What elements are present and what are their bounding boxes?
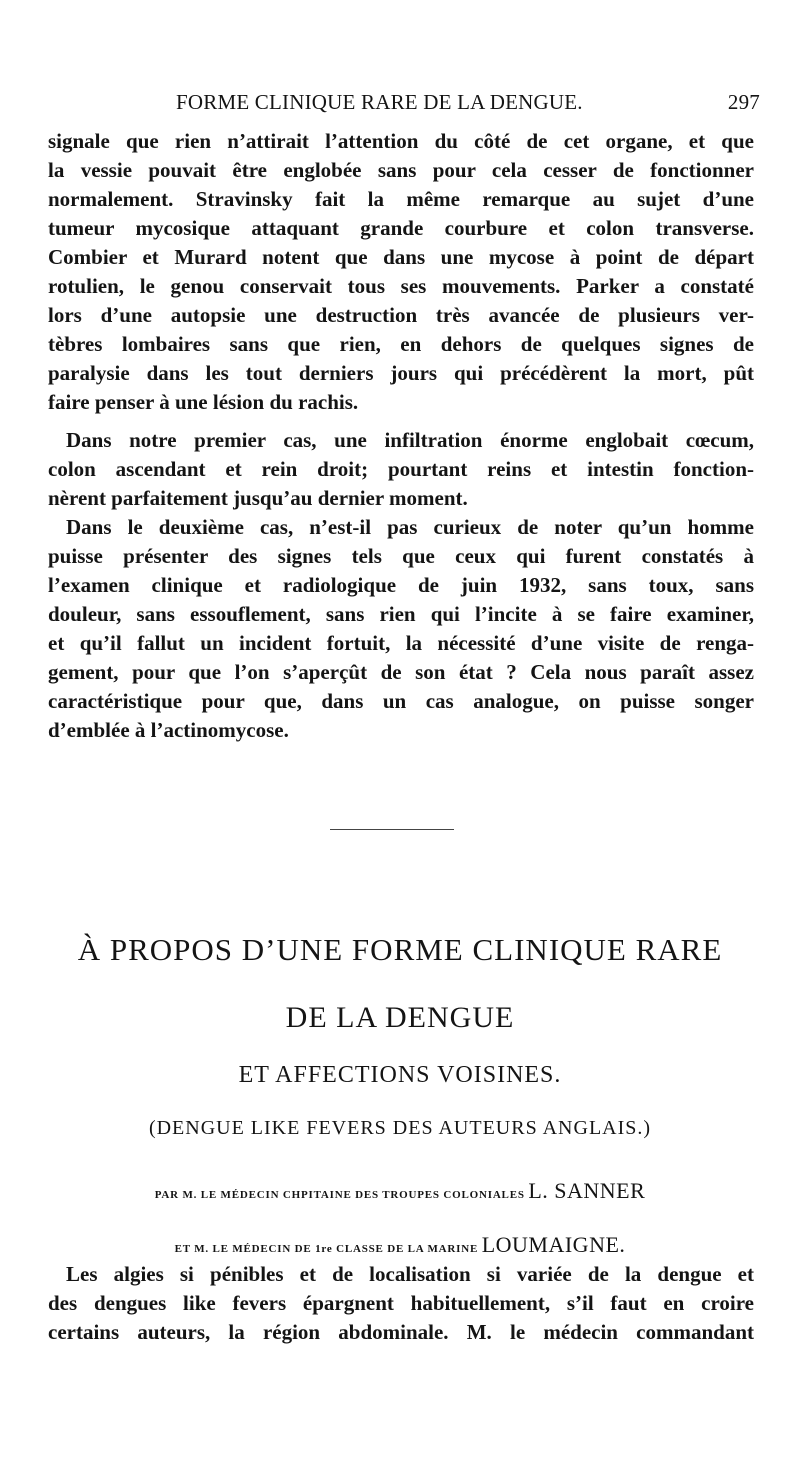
body-paragraph-4 <box>48 1260 754 1347</box>
text-line: Les algies si pénibles et de localisation si variée de la dengue et <box>66 1262 754 1286</box>
body-paragraph-3 <box>48 513 754 745</box>
text-line: normalement. Stravinsky fait la même remarque au sujet d’une <box>48 187 754 211</box>
author-2-name: LOUMAIGNE. <box>481 1232 626 1257</box>
text-line: Dans notre premier cas, une infiltration énorme englobait cœcum, <box>66 428 754 452</box>
section-divider <box>330 829 454 830</box>
text-line: et qu’il fallut un incident fortuit, la nécessité d’une visite de renga- <box>48 631 754 655</box>
author-line-1 <box>0 1178 800 1204</box>
text-line: colon ascendant et rein droit; pourtant reins et intestin fonction- <box>48 457 754 481</box>
text-line: lors d’une autopsie une destruction très avancée de plusieurs ver- <box>48 303 754 327</box>
author-2-credential: ET M. LE MÉDECIN DE 1re CLASSE DE LA MARINE <box>174 1243 479 1255</box>
text-line: certains auteurs, la région abdominale. M. le médecin commandant <box>48 1320 754 1344</box>
text-line: faire penser à une lésion du rachis. <box>48 390 359 414</box>
running-head-title: FORME CLINIQUE RARE DE LA DENGUE. <box>176 90 583 114</box>
page-number: 297 <box>727 90 760 114</box>
body-paragraph-1 <box>48 127 754 417</box>
text-line: Dans le deuxième cas, n’est-il pas curieux de noter qu’un homme <box>66 515 754 539</box>
text-line: signale que rien n’attirait l’attention du côté de cet organe, et que <box>48 129 754 153</box>
text-line: gement, pour que l’on s’aperçût de son état ? Cela nous paraît assez <box>48 660 754 684</box>
article-subtitle: ET AFFECTIONS VOISINES. <box>238 1062 562 1088</box>
running-head <box>176 90 760 116</box>
text-line: puisse présenter des signes tels que ceux qui furent constatés à <box>48 544 754 568</box>
article-title: À PROPOS D’UNE FORME CLINIQUE RARE <box>77 932 723 967</box>
text-line: Combier et Murard notent que dans une mycose à point de départ <box>48 245 754 269</box>
article-title-line-2: DE LA DENGUE <box>285 1001 515 1034</box>
text-line: l’examen clinique et radiologique de juin 1932, sans toux, sans <box>48 573 754 597</box>
body-paragraph-2 <box>48 426 754 513</box>
text-line: caractéristique pour que, dans un cas analogue, on puisse songer <box>48 689 754 713</box>
author-1-credential: PAR M. LE MÉDECIN CHPITAINE DES TROUPES COLONIALES <box>154 1189 525 1201</box>
text-line: des dengues like fevers épargnent habituellement, s’il faut en croire <box>48 1291 754 1315</box>
text-line: tumeur mycosique attaquant grande courbure et colon transverse. <box>48 216 754 240</box>
text-line: paralysie dans les tout derniers jours qui précédèrent la mort, pût <box>48 361 754 385</box>
text-line: tèbres lombaires sans que rien, en dehors de quelques signes de <box>48 332 754 356</box>
author-line-2 <box>0 1232 800 1258</box>
article-subtitle-parenthetical: (DENGUE LIKE FEVERS DES AUTEURS ANGLAIS.) <box>148 1117 652 1139</box>
text-line: douleur, sans essouflement, sans rien qui l’incite à se faire examiner, <box>48 602 754 626</box>
text-line: la vessie pouvait être englobée sans pour cela cesser de fonctionner <box>48 158 754 182</box>
text-line: nèrent parfaitement jusqu’au dernier moment. <box>48 486 468 510</box>
text-line: rotulien, le genou conservait tous ses mouvements. Parker a constaté <box>48 274 754 298</box>
author-1-name: L. SANNER <box>528 1178 646 1203</box>
text-line: d’emblée à l’actinomycose. <box>48 718 289 742</box>
